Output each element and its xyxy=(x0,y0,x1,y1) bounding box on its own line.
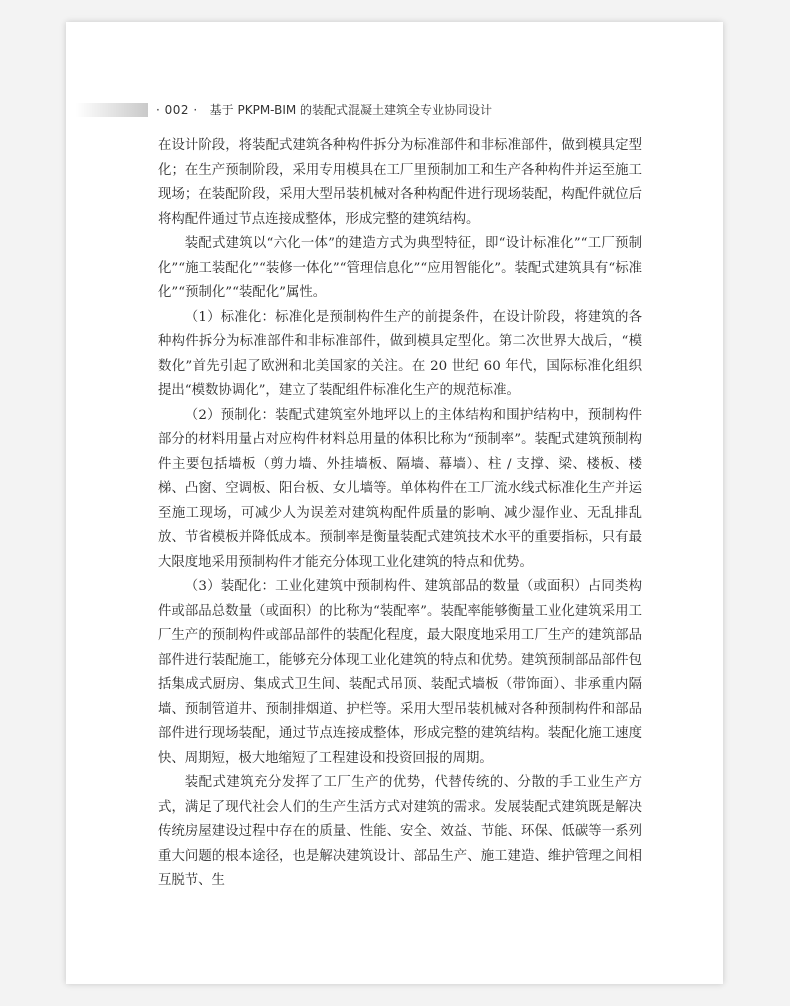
page-number: · 002 · xyxy=(156,103,198,117)
header-gradient-bar xyxy=(76,103,148,117)
paragraph-assembly: （3）装配化：工业化建筑中预制构件、建筑部品的数量（或面积）占同类构件或部品总数量（或面积）的比称为“装配率”。装配率能够衡量工业化建筑采用工厂生产的预制构件或部品部件的装配化程度，最大限度地采用工厂生产的建筑部品部件进行装配施工，能够充分体现工业化建筑的特点和优势。建筑预制部品部件包括集成式厨房、集成式卫生间、装配式吊顶、装配式墙板（带饰面）、非承重内隔墙、预制管道井、预制排烟道、护栏等。采用大型吊装机械对各种预制构件和部品部件进行现场装配，通过节点连接成整体，形成完整的建筑结构。装配化施工速度快、周期短，极大地缩短了工程建设和投资回报的周期。 xyxy=(158,579,642,766)
paragraph-six-in-one: 装配式建筑以“六化一体”的建造方式为典型特征，即“设计标准化”“工厂预制化”“施工装配化”“装修一体化”“管理信息化”“应用智能化”。装配式建筑具有“标准化”“预制化”“装配化”属性。 xyxy=(158,236,642,300)
book-page xyxy=(66,22,723,984)
paragraph-advantages: 装配式建筑充分发挥了工厂生产的优势，代替传统的、分散的手工业生产方式，满足了现代社会人们的生产生活方式对建筑的需求。发展装配式建筑既是解决传统房屋建设过程中存在的质量、性能、安全、效益、节能、环保、低碳等一系列重大问题的根本途径，也是解决建筑设计、部品生产、施工建造、维护管理之间相互脱节、生 xyxy=(158,775,642,888)
running-head xyxy=(156,102,492,118)
body-text xyxy=(158,134,642,894)
paragraph-prefabrication: （2）预制化：装配式建筑室外地坪以上的主体结构和围护结构中，预制构件部分的材料用量占对应构件材料总用量的体积比称为“预制率”。装配式建筑预制构件主要包括墙板（剪力墙、外挂墙板、隔墙、幕墙）、柱 / 支撑、梁、楼板、楼梯、凸窗、空调板、阳台板、女儿墙等。单体构件在工厂流水线式标准化生产并运至施工现场，可减少人为误差对建筑构配件质量的影响、减少湿作业、无乱排乱放、节省模板并降低成本。预制率是衡量装配式建筑技术水平的重要指标，只有最大限度地采用预制构件才能充分体现工业化建筑的特点和优势。 xyxy=(158,407,642,570)
paragraph-design-stage: 在设计阶段，将装配式建筑各种构件拆分为标准部件和非标准部件，做到模具定型化；在生产预制阶段，采用专用模具在工厂里预制加工和生产各种构件并运至施工现场；在装配阶段，采用大型吊装机械对各种构配件进行现场装配，构配件就位后将构配件通过节点连接成整体，形成完整的建筑结构。 xyxy=(158,138,642,227)
paragraph-standardization: （1）标准化：标准化是预制构件生产的前提条件，在设计阶段，将建筑的各种构件拆分为标准部件和非标准部件，做到模具定型化。第二次世界大战后，“模数化”首先引起了欧洲和北美国家的关注。在 20 世纪 60 年代，国际标准化组织提出“模数协调化”，建立了装配组件标准化生产的规范标准。 xyxy=(158,309,642,398)
book-title: 基于 PKPM-BIM 的装配式混凝土建筑全专业协同设计 xyxy=(209,103,493,117)
